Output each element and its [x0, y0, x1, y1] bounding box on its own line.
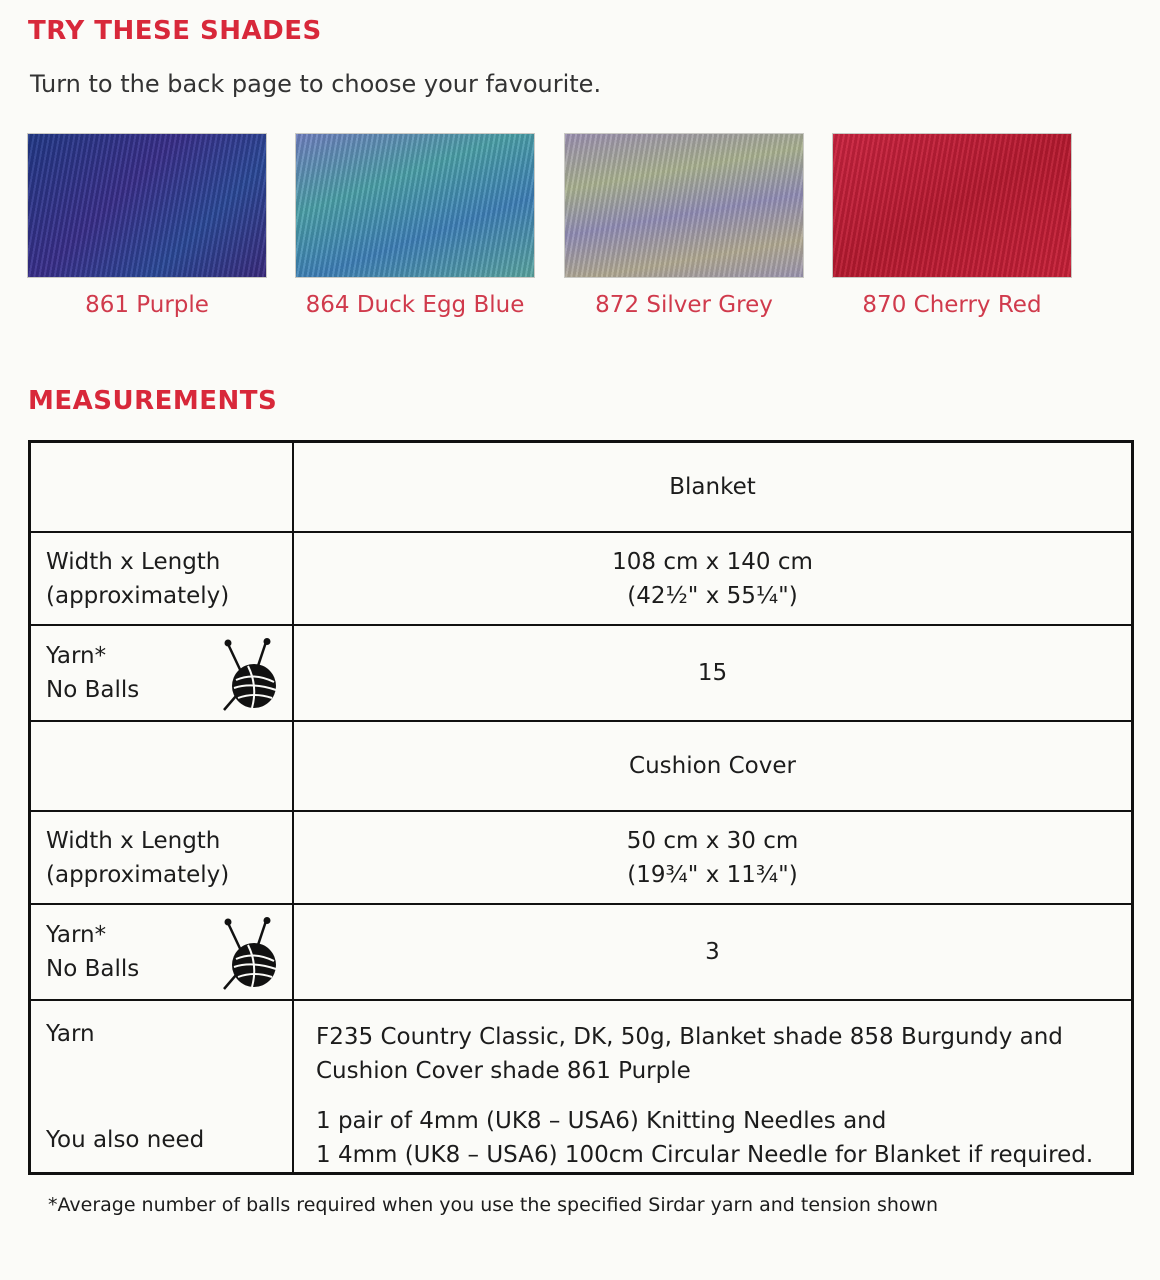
measurements-table [28, 440, 1134, 1175]
cushion-title: Cushion Cover [293, 721, 1133, 811]
table-row [30, 625, 1133, 721]
yarn-label: Yarn [46, 1021, 95, 1047]
shades-intro: Turn to the back page to choose your favourite. [30, 70, 602, 98]
size-label-note: (approximately) [46, 861, 230, 888]
no-balls-label: No Balls [46, 677, 140, 703]
yarn-label: Yarn* [46, 922, 107, 948]
swatch-image-cherry-red [832, 133, 1072, 278]
measurements-heading: MEASUREMENTS [28, 386, 278, 416]
table-row [30, 721, 1133, 811]
yarn-label-cell [30, 904, 294, 1000]
size-label-note: (approximately) [46, 582, 230, 609]
table-row [30, 904, 1133, 1000]
table-row [30, 442, 1133, 533]
swatch-image-purple [27, 133, 267, 278]
cushion-balls: 3 [293, 904, 1133, 1000]
also-need-label: You also need [46, 1127, 205, 1153]
size-label-cell [30, 532, 294, 625]
table-row [30, 532, 1133, 625]
size-label: Width x Length [46, 827, 221, 854]
blanket-balls: 15 [293, 625, 1133, 721]
swatch-cherry-red [832, 133, 1072, 318]
swatch-silver-grey [564, 133, 804, 318]
cushion-size-in: (19¾" x 11¾") [627, 861, 798, 888]
yarn-ball-with-needles-icon [222, 638, 280, 712]
yarn-label-cell [30, 625, 294, 721]
size-label: Width x Length [46, 548, 221, 575]
blanket-size-in: (42½" x 55¼") [627, 582, 798, 609]
footnote: *Average number of balls required when you use the specified Sirdar yarn and tension shown [48, 1194, 939, 1216]
also-need-line: 1 pair of 4mm (UK8 – USA6) Knitting Needles and [316, 1108, 887, 1134]
shades-heading: TRY THESE SHADES [28, 16, 322, 46]
yarn-ball-with-needles-icon [222, 917, 280, 991]
swatch-label: 861 Purple [85, 292, 209, 318]
swatch-label: 870 Cherry Red [862, 292, 1042, 318]
table-row [30, 1000, 1133, 1174]
blanket-title: Blanket [293, 442, 1133, 533]
no-balls-label: No Balls [46, 956, 140, 982]
swatch-label: 872 Silver Grey [595, 292, 773, 318]
swatch-label: 864 Duck Egg Blue [305, 292, 525, 318]
swatch-row [27, 133, 1077, 333]
swatch-duck-egg-blue [295, 133, 535, 318]
cushion-size-cell [293, 811, 1133, 904]
table-row [30, 811, 1133, 904]
size-label-cell [30, 811, 294, 904]
yarn-need-value-cell [293, 1000, 1133, 1174]
yarn-description-line: Cushion Cover shade 861 Purple [316, 1058, 691, 1084]
also-need-line: 1 4mm (UK8 – USA6) 100cm Circular Needle for Blanket if required. [316, 1142, 1094, 1168]
swatch-purple [27, 133, 267, 318]
yarn-description-line: F235 Country Classic, DK, 50g, Blanket shade 858 Burgundy and [316, 1024, 1063, 1050]
empty-cell [30, 721, 294, 811]
swatch-image-duck-egg-blue [295, 133, 535, 278]
blanket-size-cm: 108 cm x 140 cm [612, 548, 813, 575]
yarn-description [316, 1020, 1131, 1088]
empty-cell [30, 442, 294, 533]
cushion-size-cm: 50 cm x 30 cm [626, 827, 799, 854]
yarn-need-label-cell [30, 1000, 294, 1174]
also-need-description [316, 1104, 1131, 1172]
yarn-label: Yarn* [46, 643, 107, 669]
swatch-image-silver-grey [564, 133, 804, 278]
blanket-size-cell [293, 532, 1133, 625]
